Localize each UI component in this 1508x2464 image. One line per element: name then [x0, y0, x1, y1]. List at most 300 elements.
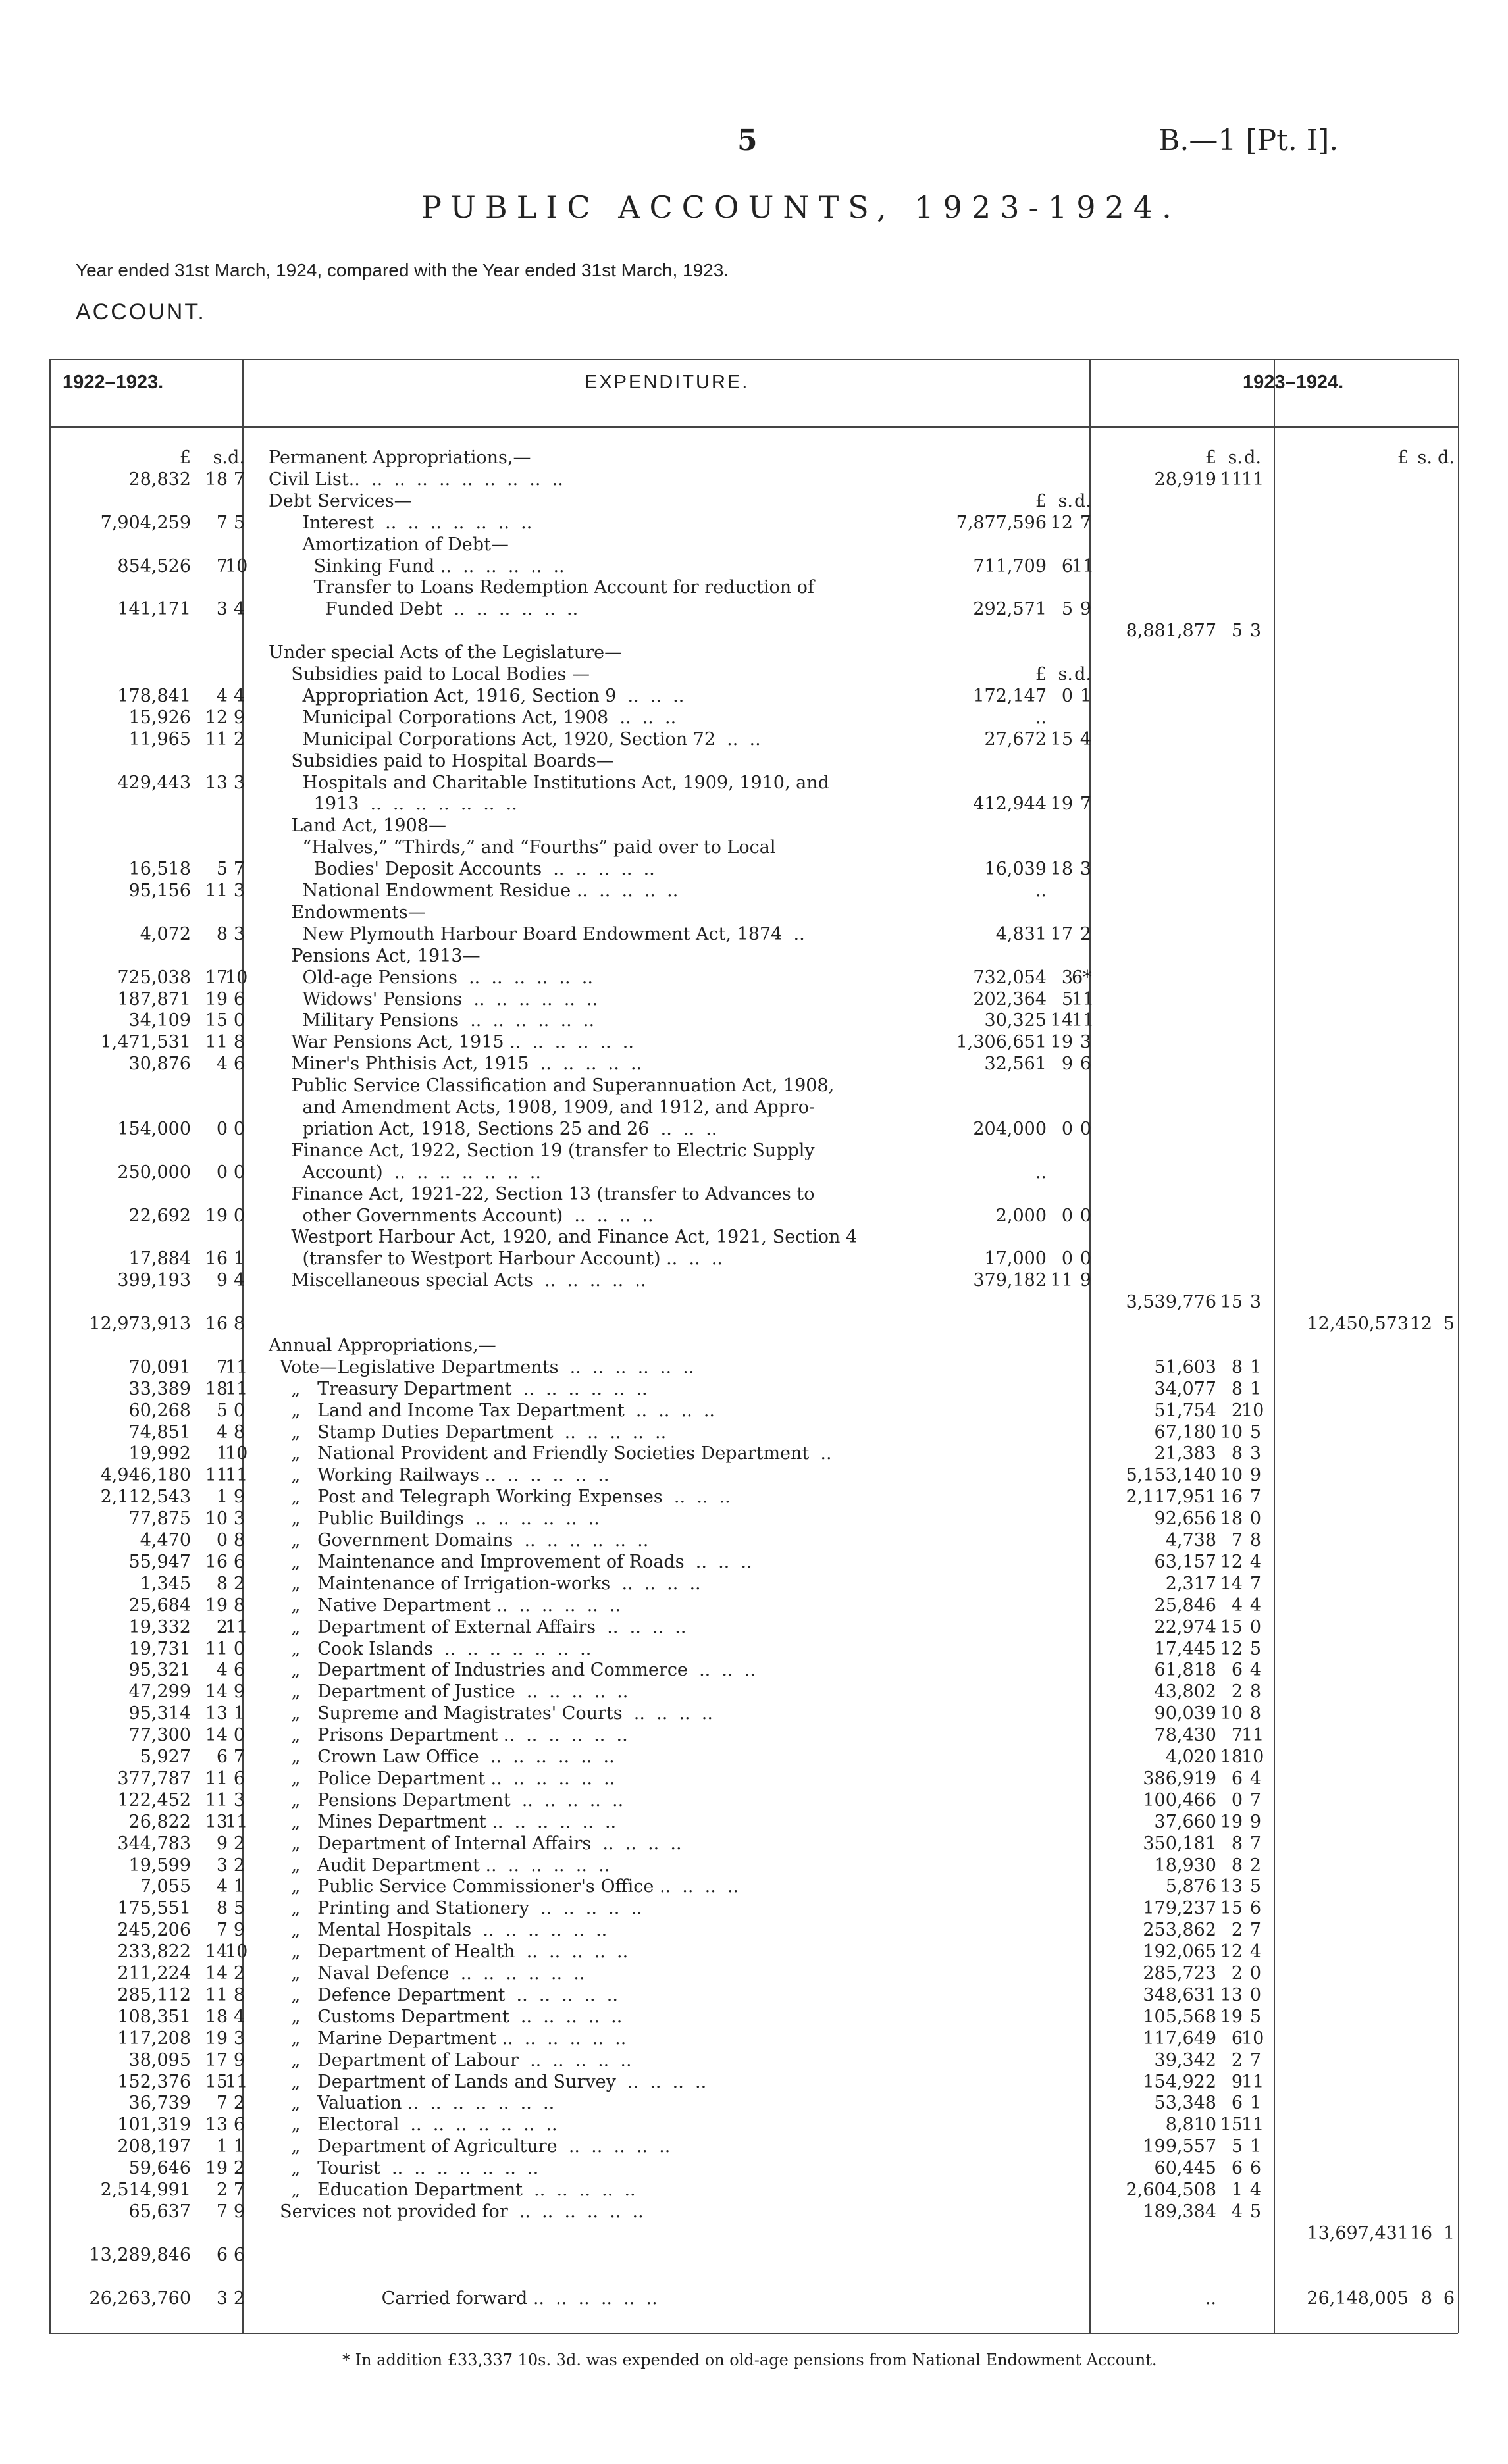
row-description: „ Department of Justice .. .. .. .. .. — [269, 1681, 629, 1703]
amount-ls: 7 — [216, 555, 228, 577]
amount-is: 19 — [1050, 1032, 1073, 1053]
table-row — [0, 1574, 1508, 1595]
amount-lp: 95,156 — [128, 881, 191, 901]
amount-ip: £ — [1035, 490, 1047, 511]
amount-rd: 6 — [1249, 2158, 1261, 2179]
row-description: Funded Debt .. .. .. .. .. .. — [269, 599, 579, 620]
amount-is: 14 — [1050, 1010, 1073, 1031]
amount-fs: 8 — [1420, 2288, 1432, 2309]
amount-rp: 5,153,140 — [1126, 1465, 1216, 1486]
amount-rd: 11 — [1241, 1725, 1264, 1746]
row-description: „ Public Buildings .. .. .. .. .. .. — [269, 1508, 600, 1529]
amount-lp: 4,470 — [140, 1530, 191, 1551]
amount-rp: 2,604,508 — [1126, 2180, 1216, 2200]
amount-rs: 9 — [1231, 2071, 1243, 2092]
table-row — [0, 924, 1508, 945]
table-row — [0, 686, 1508, 707]
amount-rp: 60,445 — [1154, 2158, 1216, 2179]
amount-lp: 77,875 — [128, 1508, 191, 1529]
amount-rs: 14 — [1220, 1573, 1243, 1594]
amount-rd: 5 — [1249, 2201, 1261, 2222]
amount-rp: 199,557 — [1143, 2136, 1216, 2157]
amount-lp: 17,884 — [128, 1248, 191, 1270]
amount-ls: 3 — [216, 599, 228, 620]
amount-rs: 0 — [1231, 1789, 1243, 1810]
amount-ls: 4 — [216, 1422, 228, 1443]
amount-rs: 4 — [1231, 1595, 1243, 1616]
row-description: Military Pensions .. .. .. .. .. .. — [269, 1010, 595, 1031]
amount-rd: 0 — [1249, 1508, 1261, 1529]
row-description: Account) .. .. .. .. .. .. .. — [269, 1162, 541, 1183]
amount-lp: 74,851 — [128, 1422, 191, 1443]
table-row — [0, 1617, 1508, 1638]
amount-ld: 7 — [233, 2180, 245, 2200]
row-description: „ Post and Telegraph Working Expenses .. .. .. — [269, 1487, 731, 1508]
amount-id: 3 — [1079, 859, 1091, 880]
amount-rd: 8 — [1249, 1530, 1261, 1551]
table-row — [0, 1075, 1508, 1096]
amount-ls: 1 — [216, 1443, 228, 1464]
amount-ls: 13 — [205, 1811, 228, 1832]
amount-ls: 0 — [216, 1530, 228, 1551]
amount-ld: 9 — [233, 2201, 245, 2222]
table-row — [0, 773, 1508, 794]
amount-rd: 7 — [1249, 1920, 1261, 1941]
table-row — [0, 2223, 1508, 2244]
amount-ip: 292,571 — [973, 599, 1047, 620]
amount-ls: 7 — [216, 2093, 228, 2114]
amount-ls: 14 — [205, 1681, 228, 1703]
amount-rd: 3 — [1249, 1292, 1261, 1313]
amount-rs: 19 — [1220, 1811, 1243, 1832]
right-year-heading: 1923–1924. — [1243, 372, 1344, 393]
table-row — [0, 946, 1508, 967]
amount-ld: 3 — [233, 772, 245, 793]
amount-rd: d. — [1244, 448, 1261, 468]
row-description: „ Printing and Stationery .. .. .. .. .. — [269, 1898, 642, 1919]
amount-fs: 16 — [1409, 2222, 1432, 2244]
table-row — [0, 881, 1508, 902]
amount-ld: 2 — [233, 1855, 245, 1876]
amount-ip: 1,306,651 — [956, 1032, 1047, 1053]
row-description: „ Department of Health .. .. .. .. .. — [269, 1941, 629, 1963]
table-row — [0, 1270, 1508, 1291]
amount-ip: 16,039 — [984, 859, 1047, 880]
table-row — [0, 1681, 1508, 1703]
table-row — [0, 1639, 1508, 1660]
amount-lp: 117,208 — [117, 2028, 191, 2049]
amount-rs: 6 — [1231, 1660, 1243, 1681]
row-description: „ Education Department .. .. .. .. .. — [269, 2180, 636, 2200]
table-row — [0, 1141, 1508, 1162]
amount-ip: .. — [1035, 1162, 1047, 1183]
amount-ls: 11 — [205, 1768, 228, 1789]
amount-ld: 2 — [233, 1573, 245, 1594]
amount-ls: 9 — [216, 1833, 228, 1854]
amount-rp: .. — [1205, 2288, 1216, 2309]
table-top-rule — [49, 359, 1458, 360]
amount-ls: 1 — [216, 1487, 228, 1508]
amount-ld: 9 — [233, 1920, 245, 1941]
amount-lp: 26,822 — [128, 1811, 191, 1832]
amount-rp: 17,445 — [1154, 1638, 1216, 1659]
amount-ls: 11 — [205, 1465, 228, 1486]
row-description: Carried forward .. .. .. .. .. .. — [269, 2288, 658, 2309]
amount-is: 15 — [1050, 729, 1073, 750]
amount-ls: 3 — [216, 2288, 228, 2309]
amount-lp: 178,841 — [117, 685, 191, 706]
amount-rs: 6 — [1231, 2028, 1243, 2049]
amount-ld: 6 — [233, 1660, 245, 1681]
table-row — [0, 2115, 1508, 2136]
amount-ip: 17,000 — [984, 1248, 1047, 1270]
row-description: Land Act, 1908— — [269, 815, 446, 836]
amount-lp: 399,193 — [117, 1270, 191, 1291]
amount-ls: 11 — [205, 1789, 228, 1810]
amount-rp: 117,649 — [1143, 2028, 1216, 2049]
amount-rs: 12 — [1220, 1638, 1243, 1659]
amount-ld: 2 — [233, 729, 245, 750]
table-row — [0, 1227, 1508, 1248]
page-number: 5 — [737, 124, 758, 157]
amount-fs: 12 — [1409, 1314, 1432, 1334]
amount-rp: 34,077 — [1154, 1378, 1216, 1399]
amount-rp: 2,317 — [1165, 1573, 1216, 1594]
row-description: „ Department of Industries and Commerce .. .. .. — [269, 1660, 756, 1681]
amount-rs: 6 — [1231, 2093, 1243, 2114]
page-subtitle: Year ended 31st March, 1924, compared with the Year ended 31st March, 1923. — [76, 260, 729, 280]
amount-is: 17 — [1050, 923, 1073, 944]
amount-ip: 732,054 — [973, 967, 1047, 988]
amount-ip: £ — [1035, 664, 1047, 684]
amount-rs: 6 — [1231, 1768, 1243, 1789]
amount-ld: 6 — [233, 2115, 245, 2136]
amount-ls: 11 — [205, 881, 228, 901]
amount-lp: 34,109 — [128, 1010, 191, 1031]
amount-lp: 65,637 — [128, 2201, 191, 2222]
amount-ip: .. — [1035, 881, 1047, 901]
row-description: „ Police Department .. .. .. .. .. .. — [269, 1768, 615, 1789]
amount-ip: 204,000 — [973, 1118, 1047, 1139]
amount-rp: 192,065 — [1143, 1941, 1216, 1963]
amount-rd: 11 — [1241, 2071, 1264, 2092]
amount-lp: 19,731 — [128, 1638, 191, 1659]
table-row — [0, 2093, 1508, 2114]
table-row — [0, 2007, 1508, 2028]
amount-ls: 9 — [216, 1270, 228, 1291]
amount-rs: 15 — [1220, 2115, 1243, 2136]
amount-ld: 2 — [233, 2158, 245, 2179]
amount-is: 9 — [1061, 1054, 1073, 1075]
amount-lp: 19,599 — [128, 1855, 191, 1876]
amount-rd: 9 — [1249, 1811, 1261, 1832]
amount-lp: 60,268 — [128, 1400, 191, 1421]
table-row — [0, 1552, 1508, 1573]
amount-rs: 10 — [1220, 1703, 1243, 1724]
amount-lp: 13,289,846 — [89, 2244, 191, 2265]
amount-ls: 19 — [205, 1205, 228, 1226]
amount-rd: 7 — [1249, 2049, 1261, 2070]
table-row — [0, 2158, 1508, 2179]
table-row — [0, 1400, 1508, 1422]
amount-id: 1 — [1079, 685, 1091, 706]
amount-rp: 53,348 — [1154, 2093, 1216, 2114]
amount-rp: 8,810 — [1165, 2115, 1216, 2136]
amount-is: 0 — [1061, 1118, 1073, 1139]
table-row — [0, 1660, 1508, 1681]
amount-is: 6 — [1061, 555, 1073, 577]
amount-lp: 19,332 — [128, 1616, 191, 1637]
table-row — [0, 1357, 1508, 1378]
amount-ls: 7 — [216, 1356, 228, 1377]
amount-is: 12 — [1050, 512, 1073, 533]
amount-rd: 0 — [1249, 1963, 1261, 1984]
amount-id: d. — [1074, 490, 1091, 511]
amount-rs: 15 — [1220, 1898, 1243, 1919]
amount-lp: 211,224 — [117, 1963, 191, 1984]
amount-id: 11 — [1072, 988, 1095, 1010]
amount-ld: 5 — [233, 1898, 245, 1919]
amount-rp: 39,342 — [1154, 2049, 1216, 2070]
amount-fd: 1 — [1443, 2222, 1455, 2244]
amount-lp: 55,947 — [128, 1551, 191, 1572]
amount-id: 2 — [1079, 923, 1091, 944]
amount-ls: 11 — [205, 729, 228, 750]
amount-rd: 5 — [1249, 1638, 1261, 1659]
amount-lp: 233,822 — [117, 1941, 191, 1963]
amount-ld: 1 — [233, 1876, 245, 1897]
amount-ls: 8 — [216, 923, 228, 944]
amount-ls: 0 — [216, 1118, 228, 1139]
amount-rp: 179,237 — [1143, 1898, 1216, 1919]
row-description: Hospitals and Charitable Institutions Act, 1909, 1910, and — [269, 772, 829, 793]
amount-rp: 51,603 — [1154, 1356, 1216, 1377]
amount-rp: 4,020 — [1165, 1747, 1216, 1767]
amount-ld: 0 — [233, 1725, 245, 1746]
amount-fd: d. — [1438, 448, 1455, 468]
row-description: Widows' Pensions .. .. .. .. .. .. — [269, 988, 598, 1010]
table-row — [0, 2245, 1508, 2266]
table-row — [0, 1595, 1508, 1616]
amount-ls: 13 — [205, 1703, 228, 1724]
amount-ld: 6 — [233, 1551, 245, 1572]
table-row — [0, 1790, 1508, 1811]
amount-ls: 14 — [205, 1963, 228, 1984]
page-code: B.—1 [Pt. I]. — [1158, 124, 1339, 157]
amount-ld: 3 — [233, 2028, 245, 2049]
amount-lp: 377,787 — [117, 1768, 191, 1789]
amount-ls: 19 — [205, 2158, 228, 2179]
amount-rp: 100,466 — [1143, 1789, 1216, 1810]
amount-ls: 4 — [216, 685, 228, 706]
amount-id: 9 — [1079, 599, 1091, 620]
amount-lp: 4,946,180 — [100, 1465, 191, 1486]
amount-rd: 8 — [1249, 1703, 1261, 1724]
row-description: Sinking Fund .. .. .. .. .. .. — [269, 555, 565, 577]
amount-rd: 7 — [1249, 1487, 1261, 1508]
row-description: „ Stamp Duties Department .. .. .. .. .. — [269, 1422, 667, 1443]
row-description: Finance Act, 1921-22, Section 13 (transfer to Advances to — [269, 1183, 815, 1204]
amount-ld: 4 — [233, 2006, 245, 2027]
amount-rd: 6 — [1249, 1898, 1261, 1919]
amount-rp: 253,862 — [1143, 1920, 1216, 1941]
table-row — [0, 729, 1508, 750]
amount-ld: 0 — [233, 1638, 245, 1659]
amount-rd: 4 — [1249, 1551, 1261, 1572]
row-description: „ Crown Law Office .. .. .. .. .. .. — [269, 1747, 615, 1767]
row-description: Endowments— — [269, 902, 426, 923]
amount-id: 7 — [1079, 512, 1091, 533]
table-row — [0, 815, 1508, 836]
amount-rp: 22,974 — [1154, 1616, 1216, 1637]
amount-ld: 0 — [233, 1162, 245, 1183]
amount-lp: 33,389 — [128, 1378, 191, 1399]
amount-is: 11 — [1050, 1270, 1073, 1291]
row-description: priation Act, 1918, Sections 25 and 26 .. .. .. — [269, 1118, 717, 1139]
amount-ld: 10 — [225, 967, 248, 988]
row-description: „ Native Department .. .. .. .. .. .. — [269, 1595, 621, 1616]
amount-rs: 5 — [1231, 621, 1243, 642]
table-row — [0, 1379, 1508, 1400]
amount-ls: s. — [213, 448, 228, 468]
amount-ls: 14 — [205, 1725, 228, 1746]
row-description: „ Mines Department .. .. .. .. .. .. — [269, 1811, 617, 1832]
amount-rd: 4 — [1249, 1941, 1261, 1963]
row-description: Amortization of Debt— — [269, 534, 509, 555]
amount-rd: 10 — [1241, 1400, 1264, 1421]
amount-rd: 4 — [1249, 1660, 1261, 1681]
amount-ls: 16 — [205, 1551, 228, 1572]
amount-id: 11 — [1072, 555, 1095, 577]
amount-ld: 6 — [233, 2244, 245, 2265]
table-row — [0, 1422, 1508, 1443]
amount-ip: 27,672 — [984, 729, 1047, 750]
amount-ls: 18 — [205, 469, 228, 490]
table-row — [0, 1963, 1508, 1984]
amount-ls: 7 — [216, 2201, 228, 2222]
amount-rs: 8 — [1231, 1378, 1243, 1399]
amount-ip: 2,000 — [995, 1205, 1047, 1226]
amount-id: 6* — [1072, 967, 1092, 988]
amount-rs: 8 — [1231, 1833, 1243, 1854]
amount-ls: 3 — [216, 1855, 228, 1876]
row-description: Public Service Classification and Superannuation Act, 1908, — [269, 1075, 835, 1096]
amount-ld: d. — [228, 448, 245, 468]
row-description: „ Supreme and Magistrates' Courts .. .. .. .. — [269, 1703, 713, 1724]
amount-lp: 30,876 — [128, 1054, 191, 1075]
amount-lp: 59,646 — [128, 2158, 191, 2179]
amount-rs: 7 — [1231, 1725, 1243, 1746]
row-description: „ Land and Income Tax Department .. .. .. .. — [269, 1400, 715, 1421]
table-row — [0, 599, 1508, 620]
row-description: „ Public Service Commissioner's Office .. .. .. .. — [269, 1876, 739, 1897]
row-description: „ Department of Lands and Survey .. .. .. .. — [269, 2071, 707, 2092]
table-row — [0, 534, 1508, 555]
amount-ls: 11 — [205, 1984, 228, 2005]
row-description: „ National Provident and Friendly Societies Department .. — [269, 1443, 832, 1464]
row-description: „ Department of Internal Affairs .. .. .. .. — [269, 1833, 682, 1854]
table-row — [0, 837, 1508, 858]
amount-lp: 245,206 — [117, 1920, 191, 1941]
amount-ip: 711,709 — [973, 555, 1047, 577]
table-row — [0, 1292, 1508, 1313]
amount-ld: 7 — [233, 469, 245, 490]
amount-rd: 7 — [1249, 1789, 1261, 1810]
amount-lp: 285,112 — [117, 1984, 191, 2005]
amount-lp: 77,300 — [128, 1725, 191, 1746]
table-row — [0, 1898, 1508, 1919]
table-row — [0, 967, 1508, 988]
row-description: (transfer to Westport Harbour Account) .. .. .. — [269, 1248, 723, 1270]
amount-rd: 0 — [1249, 1984, 1261, 2005]
amount-lp: 344,783 — [117, 1833, 191, 1854]
amount-ip: 30,325 — [984, 1010, 1047, 1031]
amount-rd: 1 — [1249, 2136, 1261, 2157]
table-row — [0, 751, 1508, 772]
amount-rs: 5 — [1231, 2136, 1243, 2157]
amount-ld: 11 — [225, 2071, 248, 2092]
amount-ip: 32,561 — [984, 1054, 1047, 1075]
row-description: Subsidies paid to Hospital Boards— — [269, 750, 614, 771]
amount-rs: 10 — [1220, 1465, 1243, 1486]
amount-rp: 350,181 — [1143, 1833, 1216, 1854]
amount-rp: 386,919 — [1143, 1768, 1216, 1789]
amount-ls: 4 — [216, 1876, 228, 1897]
row-description: Appropriation Act, 1916, Section 9 .. .. .. — [269, 685, 685, 706]
row-description: Miscellaneous special Acts .. .. .. .. .. — [269, 1270, 646, 1291]
left-year-heading: 1922–1923. — [63, 372, 164, 393]
amount-ld: 8 — [233, 1422, 245, 1443]
amount-rs: 15 — [1220, 1616, 1243, 1637]
row-description: „ Mental Hospitals .. .. .. .. .. .. — [269, 1920, 608, 1941]
amount-rp: 18,930 — [1154, 1855, 1216, 1876]
amount-ld: 6 — [233, 988, 245, 1010]
row-description: other Governments Account) .. .. .. .. — [269, 1205, 654, 1226]
amount-ld: 9 — [233, 707, 245, 728]
amount-lp: 47,299 — [128, 1681, 191, 1703]
table-row — [0, 2288, 1508, 2309]
table-row — [0, 1184, 1508, 1205]
amount-rs: 12 — [1220, 1941, 1243, 1963]
amount-ls: 7 — [216, 1920, 228, 1941]
amount-rp: 21,383 — [1154, 1443, 1216, 1464]
row-description: Municipal Corporations Act, 1908 .. .. .. — [269, 707, 677, 728]
amount-ls: 0 — [216, 1162, 228, 1183]
table-row — [0, 1508, 1508, 1529]
amount-fd: 5 — [1443, 1314, 1455, 1334]
amount-rp: 25,846 — [1154, 1595, 1216, 1616]
amount-rs: 8 — [1231, 1855, 1243, 1876]
table-row — [0, 1941, 1508, 1963]
row-description: Bodies' Deposit Accounts .. .. .. .. .. — [269, 859, 655, 880]
amount-rs: 8 — [1231, 1443, 1243, 1464]
amount-ld: 4 — [233, 685, 245, 706]
amount-lp: 1,471,531 — [100, 1032, 191, 1053]
amount-lp: 36,739 — [128, 2093, 191, 2114]
amount-lp: 152,376 — [117, 2071, 191, 2092]
amount-rp: 3,539,776 — [1126, 1292, 1216, 1313]
row-description: „ Customs Department .. .. .. .. .. — [269, 2006, 623, 2027]
amount-rs: 12 — [1220, 1551, 1243, 1572]
amount-rd: 5 — [1249, 2006, 1261, 2027]
amount-ls: 6 — [216, 2244, 228, 2265]
amount-lp: 154,000 — [117, 1118, 191, 1139]
amount-lp: 108,351 — [117, 2006, 191, 2027]
page-title: PUBLIC ACCOUNTS, 1923-1924. — [421, 190, 1181, 225]
amount-ld: 8 — [233, 1032, 245, 1053]
amount-ld: 2 — [233, 2093, 245, 2114]
amount-ls: 13 — [205, 2115, 228, 2136]
